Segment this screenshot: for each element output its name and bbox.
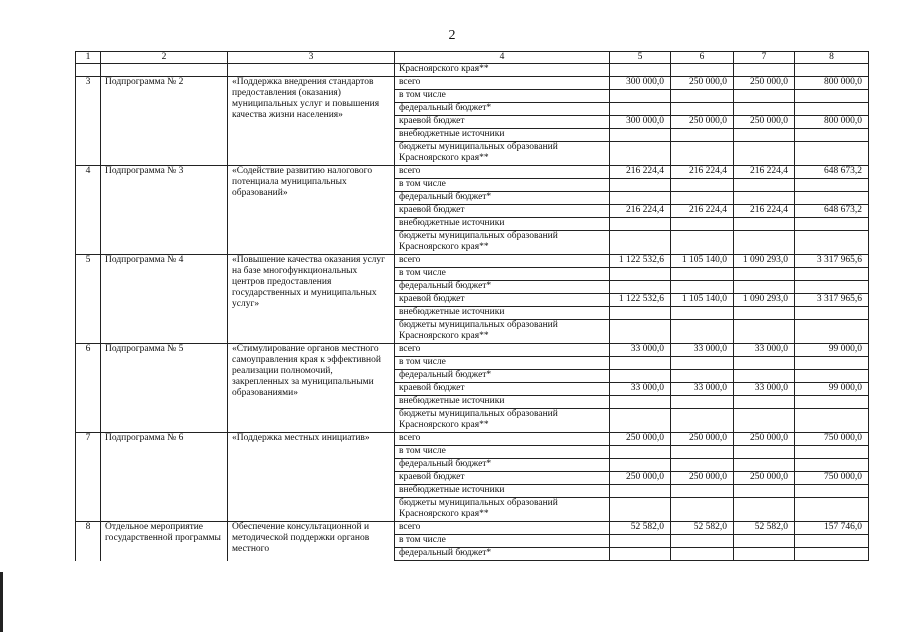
amount-cell: 33 000,0 bbox=[610, 383, 671, 396]
funding-source-label: всего bbox=[395, 166, 610, 179]
amount-cell bbox=[610, 498, 671, 522]
amount-cell bbox=[795, 409, 869, 433]
funding-source-label: внебюджетные источники bbox=[395, 307, 610, 320]
amount-cell bbox=[610, 281, 671, 294]
funding-source-label: бюджеты муниципальных образований Красноярского края** bbox=[395, 320, 610, 344]
amount-cell bbox=[734, 548, 795, 561]
amount-cell bbox=[795, 218, 869, 231]
amount-cell bbox=[734, 396, 795, 409]
funding-source-label: бюджеты муниципальных образований Красноярского края** bbox=[395, 498, 610, 522]
amount-cell bbox=[734, 103, 795, 116]
amount-cell bbox=[671, 459, 734, 472]
amount-cell bbox=[795, 103, 869, 116]
amount-cell bbox=[610, 357, 671, 370]
amount-cell bbox=[795, 498, 869, 522]
funding-source-label: федеральный бюджет* bbox=[395, 192, 610, 205]
amount-cell bbox=[610, 179, 671, 192]
amount-cell: 3 317 965,6 bbox=[795, 255, 869, 268]
amount-cell bbox=[734, 535, 795, 548]
amount-cell bbox=[671, 535, 734, 548]
amount-cell: 300 000,0 bbox=[610, 77, 671, 90]
header-row bbox=[76, 52, 869, 64]
amount-cell bbox=[734, 218, 795, 231]
amount-cell bbox=[671, 231, 734, 255]
amount-cell: 648 673,2 bbox=[795, 205, 869, 218]
empty-cell bbox=[101, 64, 228, 77]
empty-cell bbox=[228, 64, 395, 77]
amount-cell: 250 000,0 bbox=[671, 472, 734, 485]
funding-source-label: всего bbox=[395, 255, 610, 268]
funding-source-label: всего bbox=[395, 522, 610, 535]
amount-cell: 250 000,0 bbox=[671, 433, 734, 446]
amount-cell: 33 000,0 bbox=[671, 344, 734, 357]
amount-cell bbox=[671, 268, 734, 281]
amount-cell: 750 000,0 bbox=[795, 472, 869, 485]
amount-cell bbox=[734, 357, 795, 370]
funding-source-label: всего bbox=[395, 77, 610, 90]
amount-cell bbox=[795, 535, 869, 548]
amount-cell: 250 000,0 bbox=[610, 433, 671, 446]
amount-cell: 250 000,0 bbox=[610, 472, 671, 485]
amount-cell: 1 105 140,0 bbox=[671, 294, 734, 307]
funding-source-label: в том числе bbox=[395, 357, 610, 370]
program-title: «Стимулирование органов местного самоуправления края к эффективной реализации полномочий, закрепленных за муниципальными образованиями» bbox=[228, 344, 395, 433]
funding-source-label: в том числе bbox=[395, 179, 610, 192]
amount-cell bbox=[671, 446, 734, 459]
amount-cell bbox=[734, 446, 795, 459]
amount-cell: 250 000,0 bbox=[734, 116, 795, 129]
program-title: Обеспечение консультационной и методической поддержки органов местного bbox=[228, 522, 395, 561]
amount-cell: 300 000,0 bbox=[610, 116, 671, 129]
amount-cell bbox=[795, 129, 869, 142]
amount-cell bbox=[610, 307, 671, 320]
amount-cell bbox=[610, 459, 671, 472]
column-header-6: 6 bbox=[671, 52, 734, 64]
amount-cell bbox=[734, 281, 795, 294]
amount-cell: 216 224,4 bbox=[610, 166, 671, 179]
amount-cell: 800 000,0 bbox=[795, 116, 869, 129]
amount-cell bbox=[610, 548, 671, 561]
funding-source-label: федеральный бюджет* bbox=[395, 103, 610, 116]
amount-cell bbox=[734, 498, 795, 522]
funding-source-label: в том числе bbox=[395, 446, 610, 459]
amount-cell: 750 000,0 bbox=[795, 433, 869, 446]
amount-cell bbox=[734, 320, 795, 344]
funding-source-label: федеральный бюджет* bbox=[395, 370, 610, 383]
column-header-5: 5 bbox=[610, 52, 671, 64]
funding-source-label: внебюджетные источники bbox=[395, 218, 610, 231]
amount-cell bbox=[734, 409, 795, 433]
column-header-2: 2 bbox=[101, 52, 228, 64]
amount-cell bbox=[795, 446, 869, 459]
amount-cell: 1 122 532,6 bbox=[610, 294, 671, 307]
amount-cell: 99 000,0 bbox=[795, 344, 869, 357]
amount-cell bbox=[795, 370, 869, 383]
funding-source-label: бюджеты муниципальных образований Красноярского края** bbox=[395, 409, 610, 433]
funding-source-label: внебюджетные источники bbox=[395, 129, 610, 142]
amount-cell bbox=[610, 218, 671, 231]
amount-cell bbox=[734, 142, 795, 166]
program-name: Подпрограмма № 3 bbox=[101, 166, 228, 255]
funding-source-label: бюджеты муниципальных образований Красноярского края** bbox=[395, 142, 610, 166]
amount-cell: 33 000,0 bbox=[734, 383, 795, 396]
amount-cell: 216 224,4 bbox=[610, 205, 671, 218]
program-name: Подпрограмма № 6 bbox=[101, 433, 228, 522]
funding-source-label: всего bbox=[395, 433, 610, 446]
amount-cell bbox=[671, 179, 734, 192]
program-title: «Поддержка местных инициатив» bbox=[228, 433, 395, 522]
amount-cell bbox=[671, 129, 734, 142]
amount-cell bbox=[795, 320, 869, 344]
amount-cell: 250 000,0 bbox=[734, 433, 795, 446]
amount-cell bbox=[795, 268, 869, 281]
row-number: 3 bbox=[76, 77, 101, 166]
program-name: Подпрограмма № 2 bbox=[101, 77, 228, 166]
funding-source-label: краевой бюджет bbox=[395, 383, 610, 396]
amount-cell bbox=[610, 485, 671, 498]
funding-source-label: в том числе bbox=[395, 90, 610, 103]
amount-cell: 3 317 965,6 bbox=[795, 294, 869, 307]
row-number: 7 bbox=[76, 433, 101, 522]
funding-source-label: внебюджетные источники bbox=[395, 485, 610, 498]
amount-cell: 33 000,0 bbox=[610, 344, 671, 357]
amount-cell bbox=[734, 459, 795, 472]
amount-cell bbox=[795, 396, 869, 409]
amount-cell bbox=[795, 231, 869, 255]
page-number: 2 bbox=[448, 28, 456, 43]
table-row bbox=[76, 522, 869, 535]
amount-cell bbox=[734, 90, 795, 103]
amount-cell bbox=[610, 268, 671, 281]
amount-cell bbox=[671, 370, 734, 383]
amount-cell bbox=[671, 192, 734, 205]
amount-cell bbox=[671, 357, 734, 370]
amount-cell bbox=[610, 535, 671, 548]
row-number: 5 bbox=[76, 255, 101, 344]
column-header-1: 1 bbox=[76, 52, 101, 64]
amount-cell bbox=[795, 459, 869, 472]
amount-cell bbox=[610, 409, 671, 433]
amount-cell bbox=[671, 485, 734, 498]
amount-cell: 648 673,2 bbox=[795, 166, 869, 179]
carry-over-row bbox=[76, 64, 869, 77]
amount-cell: 216 224,4 bbox=[671, 205, 734, 218]
amount-cell bbox=[610, 396, 671, 409]
amount-cell bbox=[671, 142, 734, 166]
row-number: 4 bbox=[76, 166, 101, 255]
column-header-7: 7 bbox=[734, 52, 795, 64]
amount-cell: 1 090 293,0 bbox=[734, 255, 795, 268]
funding-source-label: федеральный бюджет* bbox=[395, 548, 610, 561]
amount-cell bbox=[610, 192, 671, 205]
amount-cell bbox=[671, 548, 734, 561]
amount-cell bbox=[795, 485, 869, 498]
table-row bbox=[76, 77, 869, 90]
funding-source-label: в том числе bbox=[395, 535, 610, 548]
funding-source-label: Красноярского края** bbox=[395, 64, 610, 77]
amount-cell bbox=[671, 64, 734, 77]
amount-cell bbox=[610, 103, 671, 116]
amount-cell bbox=[610, 370, 671, 383]
amount-cell bbox=[671, 103, 734, 116]
amount-cell bbox=[795, 357, 869, 370]
scan-edge bbox=[0, 572, 3, 632]
amount-cell bbox=[734, 307, 795, 320]
amount-cell: 250 000,0 bbox=[671, 77, 734, 90]
funding-source-label: всего bbox=[395, 344, 610, 357]
amount-cell bbox=[671, 218, 734, 231]
amount-cell bbox=[795, 179, 869, 192]
amount-cell: 216 224,4 bbox=[671, 166, 734, 179]
budget-table bbox=[75, 51, 869, 561]
amount-cell bbox=[734, 129, 795, 142]
amount-cell bbox=[734, 192, 795, 205]
column-header-3: 3 bbox=[228, 52, 395, 64]
empty-cell bbox=[76, 64, 101, 77]
funding-source-label: федеральный бюджет* bbox=[395, 459, 610, 472]
table-row bbox=[76, 344, 869, 357]
amount-cell bbox=[795, 90, 869, 103]
funding-source-label: краевой бюджет bbox=[395, 472, 610, 485]
amount-cell bbox=[795, 192, 869, 205]
amount-cell: 1 105 140,0 bbox=[671, 255, 734, 268]
amount-cell bbox=[734, 64, 795, 77]
amount-cell: 216 224,4 bbox=[734, 166, 795, 179]
program-title: «Поддержка внедрения стандартов предоставления (оказания) муниципальных услуг и повышения качества жизни населения» bbox=[228, 77, 395, 166]
amount-cell bbox=[610, 64, 671, 77]
amount-cell bbox=[671, 498, 734, 522]
amount-cell bbox=[734, 268, 795, 281]
amount-cell: 1 122 532,6 bbox=[610, 255, 671, 268]
amount-cell bbox=[671, 396, 734, 409]
amount-cell bbox=[734, 370, 795, 383]
amount-cell: 250 000,0 bbox=[734, 77, 795, 90]
amount-cell: 99 000,0 bbox=[795, 383, 869, 396]
program-title: «Повышение качества оказания услуг на базе многофункциональных центров предоставления государственных и муниципальных услуг» bbox=[228, 255, 395, 344]
funding-source-label: краевой бюджет bbox=[395, 294, 610, 307]
column-header-4: 4 bbox=[395, 52, 610, 64]
program-name: Подпрограмма № 4 bbox=[101, 255, 228, 344]
amount-cell bbox=[610, 231, 671, 255]
amount-cell bbox=[610, 320, 671, 344]
amount-cell: 33 000,0 bbox=[671, 383, 734, 396]
amount-cell: 33 000,0 bbox=[734, 344, 795, 357]
amount-cell bbox=[795, 64, 869, 77]
amount-cell: 52 582,0 bbox=[610, 522, 671, 535]
amount-cell bbox=[610, 90, 671, 103]
amount-cell bbox=[795, 307, 869, 320]
table-row bbox=[76, 433, 869, 446]
row-number: 8 bbox=[76, 522, 101, 561]
table-row bbox=[76, 166, 869, 179]
funding-source-label: в том числе bbox=[395, 268, 610, 281]
amount-cell bbox=[610, 142, 671, 166]
amount-cell bbox=[795, 548, 869, 561]
amount-cell bbox=[734, 485, 795, 498]
amount-cell bbox=[734, 231, 795, 255]
amount-cell bbox=[671, 320, 734, 344]
program-name: Подпрограмма № 5 bbox=[101, 344, 228, 433]
program-title: «Содействие развитию налогового потенциала муниципальных образований» bbox=[228, 166, 395, 255]
amount-cell: 250 000,0 bbox=[734, 472, 795, 485]
amount-cell: 800 000,0 bbox=[795, 77, 869, 90]
amount-cell bbox=[610, 446, 671, 459]
program-name: Отдельное мероприятие государственной программы bbox=[101, 522, 228, 561]
amount-cell bbox=[671, 90, 734, 103]
amount-cell bbox=[734, 179, 795, 192]
amount-cell: 52 582,0 bbox=[734, 522, 795, 535]
amount-cell bbox=[671, 307, 734, 320]
funding-source-label: краевой бюджет bbox=[395, 116, 610, 129]
amount-cell bbox=[795, 142, 869, 166]
amount-cell: 216 224,4 bbox=[734, 205, 795, 218]
funding-source-label: бюджеты муниципальных образований Красноярского края** bbox=[395, 231, 610, 255]
row-number: 6 bbox=[76, 344, 101, 433]
funding-source-label: внебюджетные источники bbox=[395, 396, 610, 409]
amount-cell bbox=[795, 281, 869, 294]
amount-cell: 250 000,0 bbox=[671, 116, 734, 129]
amount-cell bbox=[610, 129, 671, 142]
amount-cell: 157 746,0 bbox=[795, 522, 869, 535]
table-row bbox=[76, 255, 869, 268]
amount-cell bbox=[671, 409, 734, 433]
column-header-8: 8 bbox=[795, 52, 869, 64]
amount-cell: 1 090 293,0 bbox=[734, 294, 795, 307]
funding-source-label: краевой бюджет bbox=[395, 205, 610, 218]
amount-cell bbox=[671, 281, 734, 294]
amount-cell: 52 582,0 bbox=[671, 522, 734, 535]
funding-source-label: федеральный бюджет* bbox=[395, 281, 610, 294]
